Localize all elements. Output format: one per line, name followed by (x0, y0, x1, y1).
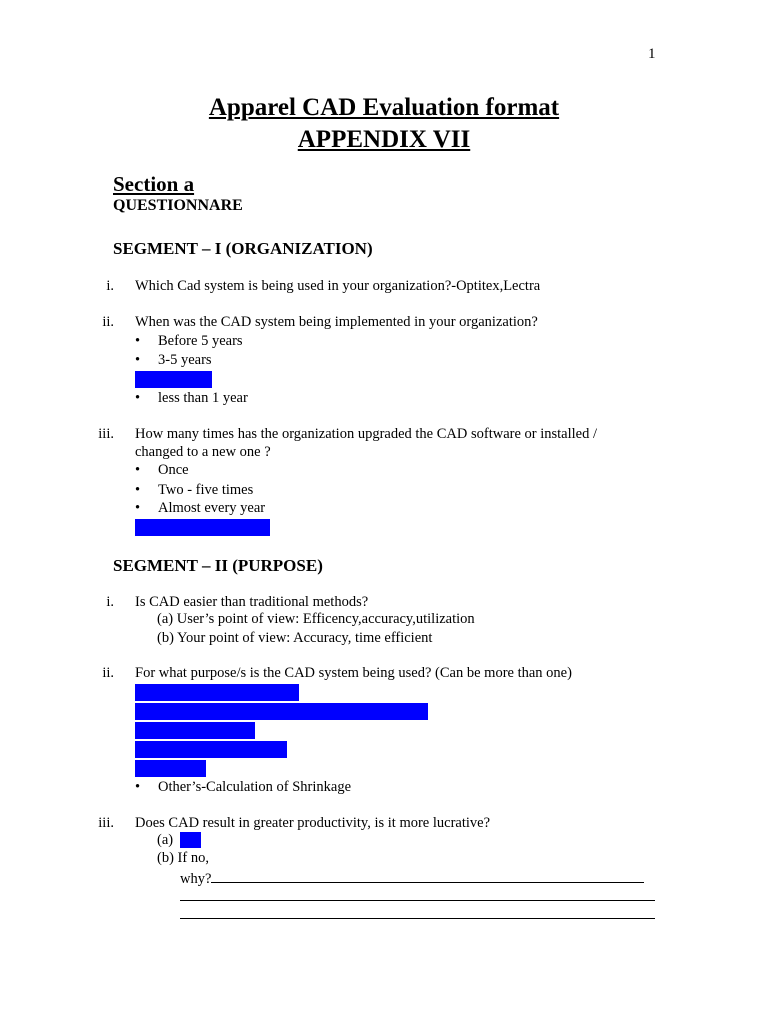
appendix-title: APPENDIX VII (297, 126, 471, 153)
answer-a: (a) User’s point of view: Efficency,accuracy,utilization (157, 611, 475, 627)
question-number: ii. (102, 665, 114, 681)
question-number: i. (106, 594, 114, 610)
answer-b: (b) Your point of view: Accuracy, time efficient (157, 630, 433, 646)
option-item-selected: • Marker planning (135, 722, 256, 738)
segment-1-heading: SEGMENT – I (ORGANIZATION) (113, 239, 373, 258)
why-line: why? (180, 868, 644, 888)
question-text: How many times has the organization upgraded the CAD software or installed / (135, 426, 598, 442)
blank-line (180, 904, 655, 924)
question-text: Is CAD easier than traditional methods? (135, 594, 369, 610)
option-item: • Once (135, 462, 189, 478)
option-item: • less than 1 year (135, 390, 248, 406)
page-number: 1 (648, 46, 656, 62)
option-item-selected: • Alterations in patterns (135, 741, 287, 757)
section-heading: Section a (113, 172, 195, 196)
segment-2-heading: SEGMENT – II (PURPOSE) (113, 556, 323, 575)
option-item-selected: • 1-3 years (135, 371, 212, 387)
option-item: • Before 5 years (135, 333, 243, 349)
blank-line (180, 886, 655, 906)
option-item-selected: • Only for pattern making (135, 684, 299, 700)
question-text: For what purpose/s is the CAD system being used? (Can be more than one) (135, 665, 572, 681)
question-number: ii. (102, 314, 114, 330)
question-number: iii. (98, 815, 114, 831)
answer-a-value: Yes (180, 832, 202, 848)
question-text: Does CAD result in greater productivity, is it more lucrative? (135, 815, 491, 831)
question-number: i. (106, 278, 114, 294)
question-number: iii. (98, 426, 114, 442)
option-item: • 3-5 years (135, 352, 212, 368)
document-title: Apparel CAD Evaluation format (208, 94, 560, 121)
answer-a: (a) Yes (157, 832, 202, 848)
answer-b: (b) If no, (157, 850, 209, 866)
question-text-cont: changed to a new one ? (135, 444, 271, 460)
option-item-selected: • For digitizing the patterns provided by buyer’s (135, 703, 429, 719)
option-item: • Two - five times (135, 482, 254, 498)
option-item-selected: • Grading (135, 760, 206, 776)
option-item-selected: • Whenever required (135, 519, 270, 535)
question-text: Which Cad system is being used in your organization?-Optitex,Lectra (135, 278, 541, 294)
questionnaire-heading: QUESTIONNARE (113, 197, 243, 214)
question-text: When was the CAD system being implemented in your organization? (135, 314, 538, 330)
option-item: • Almost every year (135, 500, 266, 516)
option-item: • Other’s-Calculation of Shrinkage (135, 779, 352, 795)
